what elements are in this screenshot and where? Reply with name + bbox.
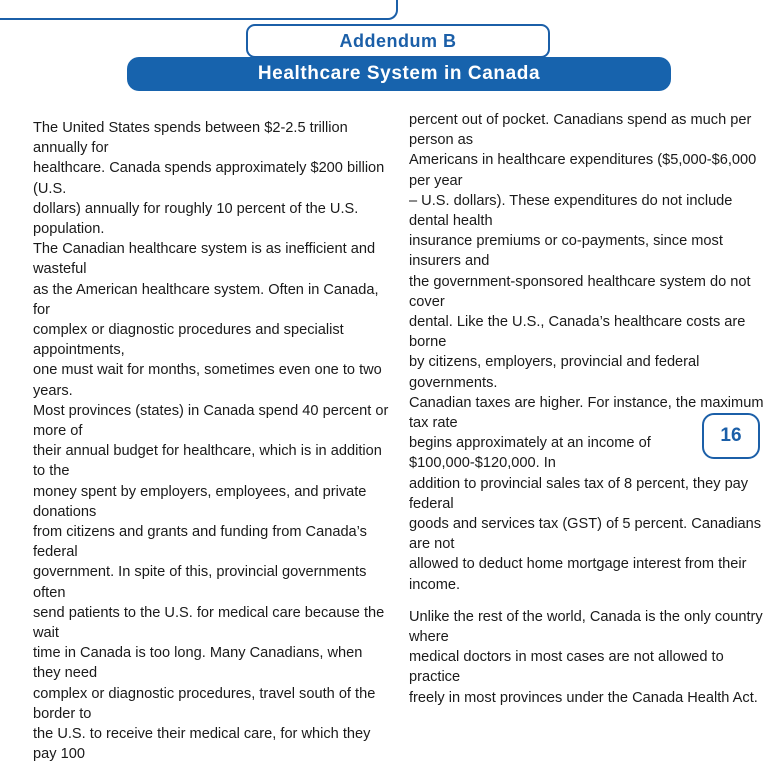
body-paragraph: The United States spends between $2-2.5 trillion annually for healthcare. Canada spends approximately $200 billion (U.S. dollars) annually for roughly 10 percent of the U.S. population. The Canadian healthcare system is as inefficient and wasteful as the American healthcare system. Often in Canada, for complex or diagnostic procedures and specialist appointments, one must wait for months, sometimes even one to two years. Most provinces (states) in Canada spend 40 percent or more of their annual budget for healthcare, which is in addition to the money spent by employers, employees, and private donations from citizens and grants and funding from Canada’s federal government. In spite of this, provincial governments often send patients to the U.S. for medical care because the wait time in Canada is too long. Many Canadians, when they need complex or diagnostic procedures, travel south of the border to the U.S. to receive their medical care, for which they pay 100 [33, 120, 389, 763]
page-number-badge [702, 413, 760, 459]
body-paragraph: Unlike the rest of the world, Canada is the only country where medical doctors in most cases are not allowed to practice freely in most provinces under the Canada Health Act. [409, 608, 763, 706]
left-text-column [33, 118, 391, 777]
title-banner [127, 57, 671, 91]
page-number: 16 [720, 425, 742, 446]
header-divider-line [0, 0, 398, 20]
page-title: Healthcare System in Canada [257, 63, 541, 84]
body-paragraph: percent out of pocket. Canadians spend as much per person as Americans in healthcare expenditures ($5,000-$6,000 per year – U.S. dollars). These expenditures do not include dental health insurance premiums or co-payments, since most insurers and the government-sponsored healthcare system do not cover dental. Like the U.S., Canada’s healthcare costs are borne by citizens, employers, provincial and federal governments. Canadian taxes are higher. For instance, the maximum tax rate begins approximately at an income of $100,000-$120,000. In addition to provincial sales tax of 8 percent, they pay federal goods and services tax (GST) of 5 percent. Canadians are not allowed to deduct home mortgage interest from their income. [409, 112, 764, 593]
addendum-label-box [246, 24, 550, 58]
addendum-label: Addendum B [339, 30, 457, 51]
